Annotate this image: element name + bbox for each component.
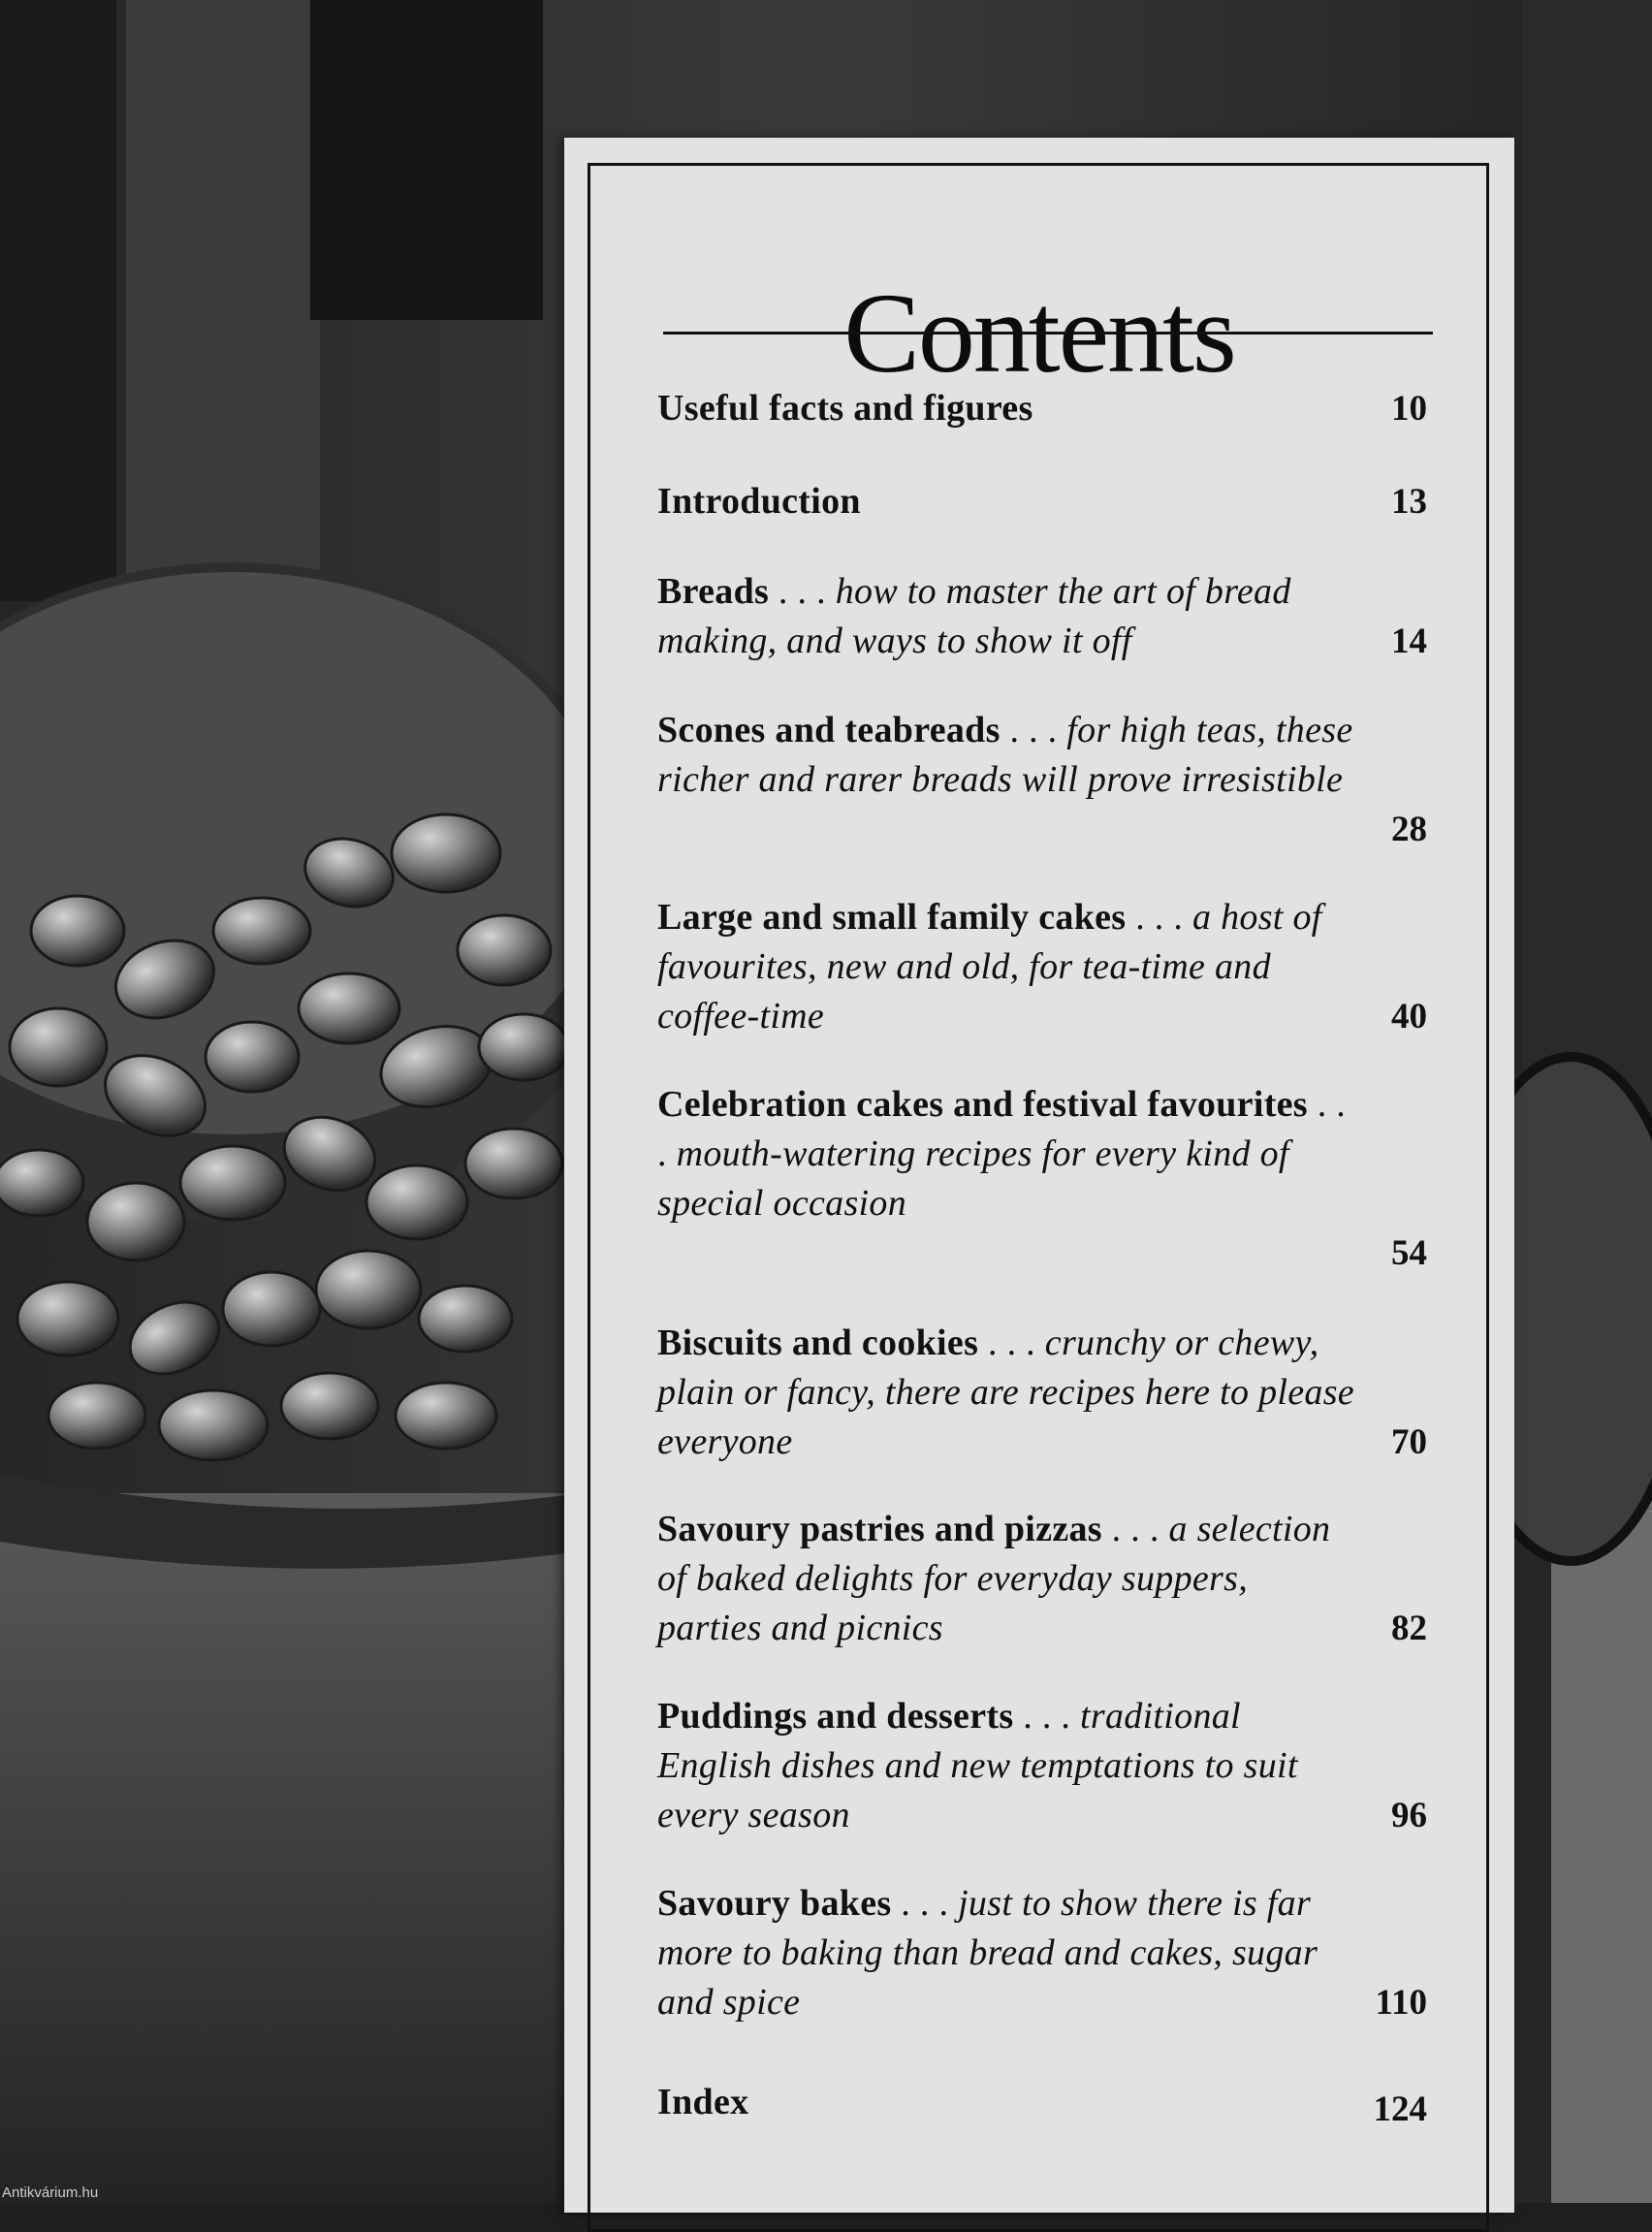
contents-entry [657,1879,1427,2027]
entry-description: crunchy or chewy, plain or fancy, there are recipes here to please everyone [657,1323,1354,1462]
entry-heading: Large and small family cakes [657,897,1127,938]
page-title: Contents [843,270,1235,398]
entry-heading: Introduction [657,481,861,522]
entry-page-number: 10 [1391,389,1427,429]
entry-page-number: 54 [1391,1233,1427,1273]
entry-page-number: 14 [1391,622,1427,661]
entry-separator: . . . [1126,897,1192,938]
entry-separator: . . . [978,1323,1045,1363]
entry-description: mouth-watering recipes for every kind of special occasion [657,1133,1289,1224]
entry-separator: . . . [1101,1509,1169,1549]
entry-description: for high teas, these richer and rarer breads will prove irresistible [657,710,1353,800]
entry-text [657,477,1355,526]
entry-heading: Puddings and desserts [657,1696,1014,1737]
entry-page-number: 70 [1391,1422,1427,1462]
contents-entry [657,384,1427,433]
watermark: Antikvárium.hu [2,2184,99,2201]
entry-page-number: 82 [1391,1609,1427,1648]
entry-text [657,893,1355,1041]
entry-text [657,384,1355,433]
contents-entry [657,477,1427,526]
entry-page-number: 124 [1373,2089,1427,2129]
entry-description: a host of favourites, new and old, for tea-time and coffee-time [657,897,1322,1036]
entry-text [657,1505,1355,1653]
contents-entry [657,2078,1427,2134]
contents-entry [657,706,1427,854]
entry-heading: Celebration cakes and festival favourites [657,1084,1308,1125]
entry-text [657,1879,1355,2027]
entry-description: a selection of baked delights for everyday suppers, parties and picnics [657,1509,1331,1648]
entry-text [657,706,1355,805]
title-divider [663,332,1433,335]
entry-text [657,567,1355,666]
entry-description: how to master the art of bread making, and ways to show it off [657,571,1291,661]
entry-text [657,2078,1355,2127]
contents-entry [657,1692,1427,1840]
entry-description: traditional English dishes and new temptations to suit every season [657,1696,1298,1835]
entry-separator: . . . [891,1883,959,1924]
contents-entry [657,567,1427,666]
entry-text [657,1080,1355,1228]
entry-page-number: 28 [1391,810,1427,849]
contents-entry [657,1080,1427,1278]
entry-heading: Savoury bakes [657,1883,892,1924]
entry-page-number: 40 [1391,997,1427,1036]
entry-text [657,1319,1355,1467]
entry-description: just to show there is far more to baking than bread and cakes, sugar and spice [657,1883,1318,2023]
contents-card [564,138,1514,2213]
entry-heading: Index [657,2082,749,2122]
entry-page-number: 96 [1391,1796,1427,1835]
entry-separator: . . . [1013,1696,1081,1737]
contents-entry [657,893,1427,1041]
entry-text [657,1692,1355,1840]
entry-heading: Scones and teabreads [657,710,1001,750]
entry-heading: Breads [657,571,770,612]
entry-heading: Useful facts and figures [657,388,1033,429]
entry-heading: Biscuits and cookies [657,1323,979,1363]
entry-separator: . . . [1000,710,1067,750]
entry-page-number: 13 [1391,482,1427,522]
contents-entry [657,1319,1427,1467]
entry-separator: . . . [769,571,836,612]
entry-heading: Savoury pastries and pizzas [657,1509,1102,1549]
entry-separator: . . . [657,1084,1347,1174]
entry-page-number: 110 [1375,1983,1427,2023]
contents-entry [657,1505,1427,1653]
